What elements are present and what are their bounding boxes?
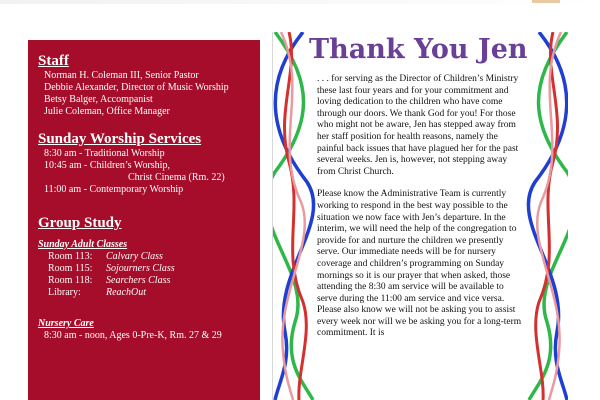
class-room: Room 118: — [48, 275, 93, 286]
article-paragraph: . . . for serving as the Director of Children’s Ministry these last four years and for your commitment and loving dedication to the children who have come through our doors. We thank God for you! For those who might not be aware, Jen has stepped away from her staff position for health reasons, namely the painful back issues that have plagued her for the past several weeks. Jen is, however, not stepping away from Christ Church. — [317, 74, 519, 177]
sidebar-panel — [28, 40, 260, 400]
adult-classes-heading: Sunday Adult Classes — [38, 239, 128, 250]
class-row — [38, 275, 250, 287]
nursery-text: 8:30 am - noon, Ages 0-Pre-K, Rm. 27 & 29 — [44, 330, 222, 341]
class-room: Library: — [48, 287, 81, 298]
class-name: Searchers Class — [106, 275, 171, 286]
class-row — [38, 287, 250, 299]
article-paragraph: Please know the Administrative Team is currently working to respond in the best way possible to the situation we now face with Jen’s departure. In the interim, we will need the help of the congregation to provide for and nurture the children we presently serve. Our immediate needs will be for nursery coverage and children’s programming on Sunday mornings so it is our prayer that when asked, those attending the 8:30 am service will be available to serve during the 11:00 am service and vice versa. Please also know we will not be asking you to assist every week nor will we be asking you for a long-term commitment. It is — [317, 189, 522, 339]
class-room: Room 113: — [48, 251, 93, 262]
article-body — [317, 74, 523, 351]
class-name: Calvary Class — [106, 251, 163, 262]
class-row — [38, 251, 250, 263]
worship-service-location: Christ Cinema (Rm. 22) — [128, 172, 225, 183]
thank-you-article — [272, 32, 568, 400]
worship-heading: Sunday Worship Services — [38, 131, 202, 147]
class-name: ReachOut — [106, 287, 146, 298]
worship-service: 8:30 am - Traditional Worship — [44, 148, 165, 159]
staff-member: Debbie Alexander, Director of Music Worship — [44, 82, 229, 93]
class-room: Room 115: — [48, 263, 93, 274]
worship-service: 11:00 am - Contemporary Worship — [44, 184, 184, 195]
staff-heading: Staff — [38, 53, 69, 69]
staff-member: Norman H. Coleman III, Senior Pastor — [44, 70, 199, 81]
nursery-heading: Nursery Care — [38, 318, 94, 329]
worship-service: 10:45 am - Children’s Worship, — [44, 160, 170, 171]
class-name: Sojourners Class — [106, 263, 175, 274]
staff-member: Julie Coleman, Office Manager — [44, 106, 170, 117]
class-row — [38, 263, 250, 275]
article-title: Thank You Jen — [309, 34, 528, 65]
group-study-heading: Group Study — [38, 215, 122, 231]
page-top-strip — [0, 0, 600, 4]
top-accent-mark — [532, 0, 560, 3]
staff-member: Betsy Balger, Accompanist — [44, 94, 153, 105]
